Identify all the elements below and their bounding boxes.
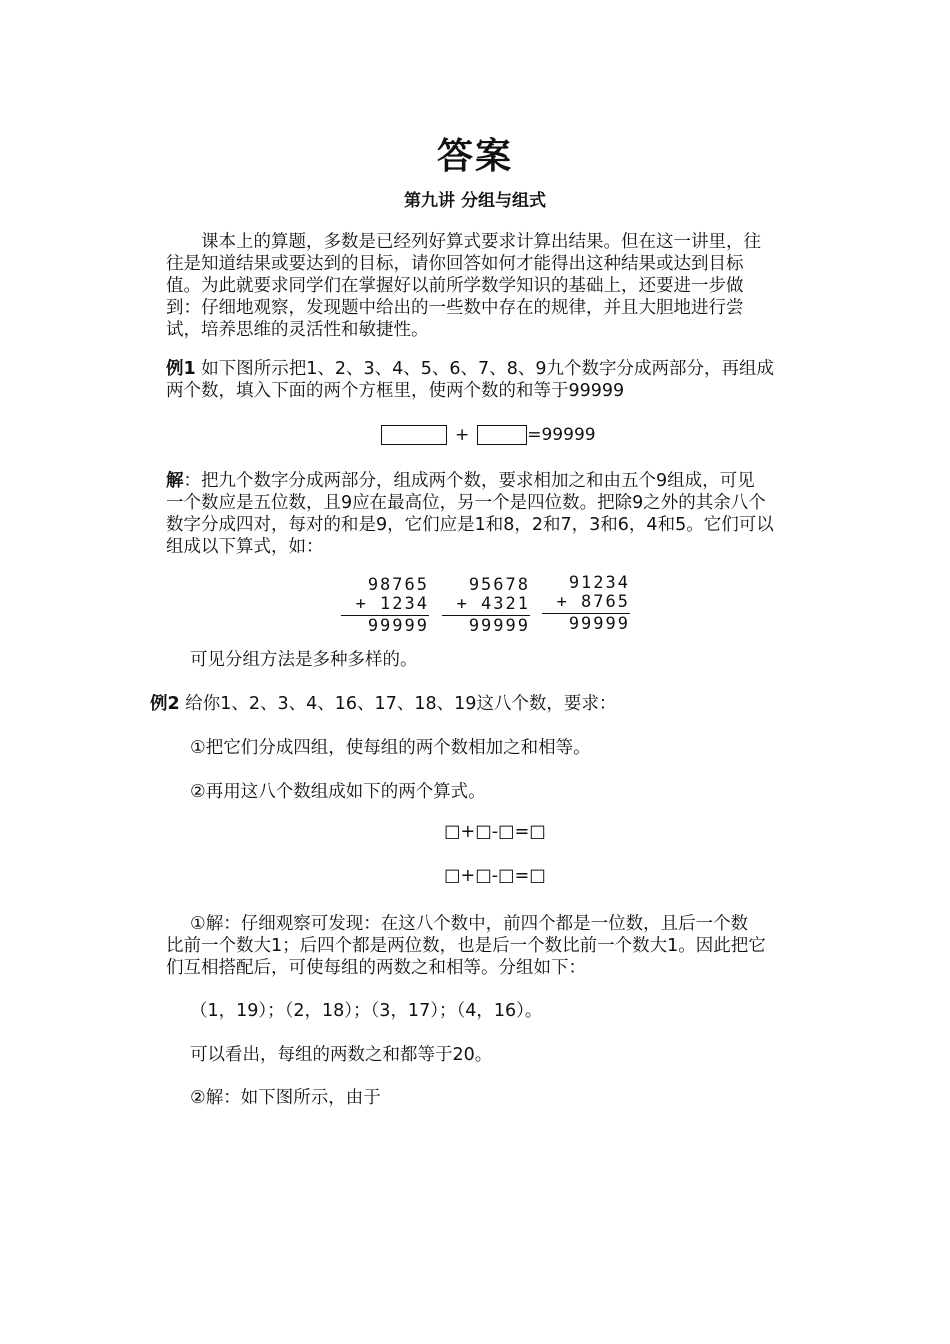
plus-sign: + [455,425,470,445]
intro-line: 往是知道结果或要达到的目标，请你回答如何才能得出这种结果或达到目标 [166,254,744,274]
requirement-2: ②再用这八个数组成如下的两个算式。 [190,782,486,802]
intro-line: 课本上的算题，多数是已经列好算式要求计算出结果。但在这一讲里，往 [201,232,761,252]
answer-box-2 [477,425,527,445]
box-equation [381,423,596,447]
solution1-label: 解 [166,471,184,491]
solution2-line: ①解：仔细观察可发现：在这八个数中，前四个都是一位数，且后一个数 [190,914,749,934]
solution1-line: 一个数应是五位数，且9应在最高位，另一个是四位数。把除9之外的其余八个 [166,493,766,513]
addend-top: 98765 [367,575,429,595]
solution1-line: 数字分成四对，每对的和是9，它们应是1和8，2和7，3和6，4和5。它们可以 [166,515,774,535]
formula-template: □+□-□=□ [444,866,546,886]
equation-result: =99999 [527,425,596,445]
lecture-subtitle: 第九讲 分组与组式 [404,191,546,211]
sum-value: 99999 [568,614,630,634]
intro-line: 值。为此就要求同学们在掌握好以前所学数学知识的基础上，还要进一步做 [166,276,744,296]
sum-value: 99999 [468,616,530,636]
intro-line: 试，培养思维的灵活性和敏捷性。 [166,320,429,340]
example1-line2: 两个数，填入下面的两个方框里，使两个数的和等于99999 [166,381,625,401]
solution2-line: 比前一个数大1；后四个都是两位数，也是后一个数比前一个数大1。因此把它 [166,936,766,956]
vertical-addition [442,576,530,636]
addend-bottom: + 8765 [556,592,630,612]
addend-top: 95678 [468,575,530,595]
solution2-line: 们互相搭配后，可使每组的两数之和相等。分组如下： [166,958,586,978]
vertical-addition [341,576,429,636]
vertical-addition [542,574,630,634]
addend-top: 91234 [568,573,630,593]
conclusion-text: 可见分组方法是多种多样的。 [190,650,418,670]
addend-bottom: + 4321 [456,594,530,614]
solution1-text: ：把九个数字分成两部分，组成两个数，要求相加之和由五个9组成，可见 [183,471,755,491]
example2-text: 给你1、2、3、4、16、17、18、19这八个数，要求： [179,694,617,714]
solution1-line: 组成以下算式，如： [166,537,324,557]
example2-label: 例2 [150,694,180,714]
sum-note: 可以看出，每组的两数之和都等于20。 [190,1045,493,1065]
example2-line [150,690,616,715]
example1-label: 例1 [166,359,196,379]
solution2-part2: ②解：如下图所示，由于 [190,1088,381,1108]
answer-box-1 [381,425,447,445]
requirement-1: ①把它们分成四组，使每组的两个数相加之和相等。 [190,738,591,758]
page-title: 答案 [436,136,513,177]
formula-template: □+□-□=□ [444,822,546,842]
grouping-result: （1，19）；（2，18）；（3，17）；（4，16）。 [190,1001,543,1021]
intro-line: 到：仔细地观察，发现题中给出的一些数中存在的规律，并且大胆地进行尝 [166,298,744,318]
addend-bottom: + 1234 [355,594,429,614]
example1-text: 如下图所示把1、2、3、4、5、6、7、8、9九个数字分成两部分，再组成 [195,359,774,379]
sum-value: 99999 [367,616,429,636]
